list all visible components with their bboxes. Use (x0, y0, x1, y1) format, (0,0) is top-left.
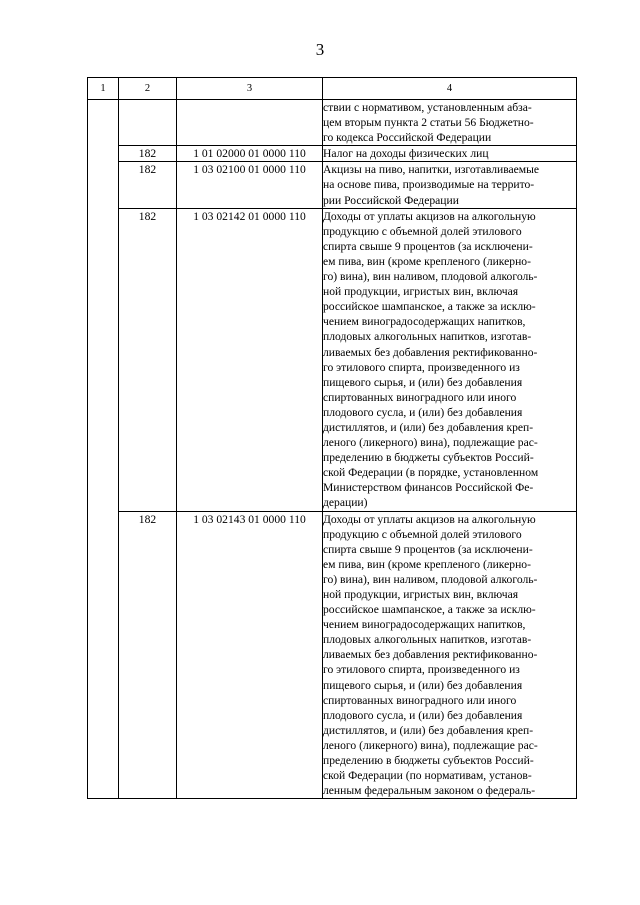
revenue-name-line: российское шампанское, а также за исклю- (323, 603, 536, 617)
table-row (88, 162, 577, 208)
revenue-name-line: цем вторым пункта 2 статьи 56 Бюджетно- (323, 116, 534, 130)
revenue-name-line: на основе пива, производимые на террито- (323, 178, 535, 192)
revenue-name-line: Налог на доходы физических лиц (323, 147, 489, 161)
revenue-name-line: Доходы от уплаты акцизов на алкогольную (323, 512, 536, 526)
revenue-name-line: спиртованных виноградного или иного (323, 390, 517, 404)
revenue-name-line: ливаемых без добавления ректификованно- (323, 345, 538, 359)
revenue-name-line: пищевого сырья, и (или) без добавления (323, 375, 523, 389)
revenue-name-line: леного (ликерного) вина), подлежащие рас- (323, 738, 538, 752)
admin-code-cell: 182 (119, 208, 177, 511)
revenue-name-line: российское шампанское, а также за исклю- (323, 300, 536, 314)
revenue-name-line: леного (ликерного) вина), подлежащие рас- (323, 436, 538, 450)
column-number-2: 2 (119, 78, 177, 100)
revenue-name-line: ной продукции, игристых вин, включая (323, 285, 519, 299)
revenue-name-cell (323, 511, 577, 799)
revenue-table (87, 77, 577, 799)
revenue-name-line: ливаемых без добавления ректификованно- (323, 648, 538, 662)
revenue-name-line: ленным федеральным законом о федераль- (323, 784, 536, 798)
admin-code-cell (119, 100, 177, 146)
table-row (88, 100, 577, 146)
revenue-name-line: плодового сусла, и (или) без добавления (323, 405, 523, 419)
revenue-name-line: пищевого сырья, и (или) без добавления (323, 678, 523, 692)
revenue-name-line: продукцию с объемной долей этилового (323, 224, 522, 238)
revenue-name-line: го) вина), вин наливом, плодовой алкоголь- (323, 270, 538, 284)
admin-code-cell: 182 (119, 162, 177, 208)
revenue-name-line: го кодекса Российской Федерации (323, 131, 492, 145)
table-body (88, 100, 577, 799)
revenue-name-cell (323, 208, 577, 511)
revenue-name-cell (323, 162, 577, 208)
revenue-name-line: спиртованных виноградного или иного (323, 693, 517, 707)
revenue-name-line: дистиллятов, и (или) без добавления креп- (323, 723, 534, 737)
revenue-name-cell (323, 100, 577, 146)
revenue-name-line: дерации) (323, 496, 368, 510)
revenue-name-line: го этилового спирта, произведенного из (323, 360, 520, 374)
revenue-name-line: плодовых алкогольных напитков, изготав- (323, 633, 532, 647)
budget-code-cell: 1 03 02100 01 0000 110 (177, 162, 323, 208)
column-number-3: 3 (177, 78, 323, 100)
column-number-4: 4 (323, 78, 577, 100)
revenue-name-line: рии Российской Федерации (323, 193, 459, 207)
table-row (88, 511, 577, 799)
budget-code-cell: 1 03 02143 01 0000 110 (177, 511, 323, 799)
revenue-name-line: ем пива, вин (кроме крепленого (ликерно- (323, 254, 531, 268)
revenue-name-line: спирта свыше 9 процентов (за исключени- (323, 239, 533, 253)
revenue-name-line: го этилового спирта, произведенного из (323, 663, 520, 677)
revenue-name-line: плодовых алкогольных напитков, изготав- (323, 330, 532, 344)
budget-code-cell (177, 100, 323, 146)
revenue-name-line: чением виноградосодержащих напитков, (323, 618, 526, 632)
revenue-name-line: плодового сусла, и (или) без добавления (323, 708, 523, 722)
revenue-name-line: пределению в бюджеты субъектов Россий- (323, 451, 534, 465)
revenue-name-line: ствии с нормативом, установленным абза- (323, 101, 532, 114)
revenue-name-line: ской Федерации (по нормативам, установ- (323, 769, 532, 783)
revenue-name-line: дистиллятов, и (или) без добавления креп- (323, 420, 534, 434)
table-row (88, 208, 577, 511)
revenue-name-line: продукцию с объемной долей этилового (323, 527, 522, 541)
revenue-name-line: ской Федерации (в порядке, установленном (323, 466, 539, 480)
admin-code-cell: 182 (119, 511, 177, 799)
page-number: 3 (315, 40, 325, 59)
table-row (88, 146, 577, 162)
revenue-name-line: чением виноградосодержащих напитков, (323, 315, 526, 329)
admin-code-cell: 182 (119, 146, 177, 162)
budget-code-cell: 1 03 02142 01 0000 110 (177, 208, 323, 511)
revenue-name-cell (323, 146, 577, 162)
revenue-name-line: го) вина), вин наливом, плодовой алкоголь- (323, 572, 538, 586)
budget-code-cell: 1 01 02000 01 0000 110 (177, 146, 323, 162)
revenue-name-line: ной продукции, игристых вин, включая (323, 588, 519, 601)
column-number-1: 1 (88, 78, 119, 100)
table-header-row (88, 78, 577, 100)
revenue-name-line: спирта свыше 9 процентов (за исключени- (323, 542, 533, 556)
revenue-name-line: ем пива, вин (кроме крепленого (ликерно- (323, 557, 531, 571)
revenue-name-line: Доходы от уплаты акцизов на алкогольную (323, 209, 536, 223)
revenue-name-line: Министерством финансов Российской Фе- (323, 481, 534, 495)
revenue-name-line: пределению в бюджеты субъектов Россий- (323, 754, 534, 768)
merged-first-column-cell (88, 100, 119, 799)
revenue-name-line: Акцизы на пиво, напитки, изготавливаемые (323, 163, 540, 177)
